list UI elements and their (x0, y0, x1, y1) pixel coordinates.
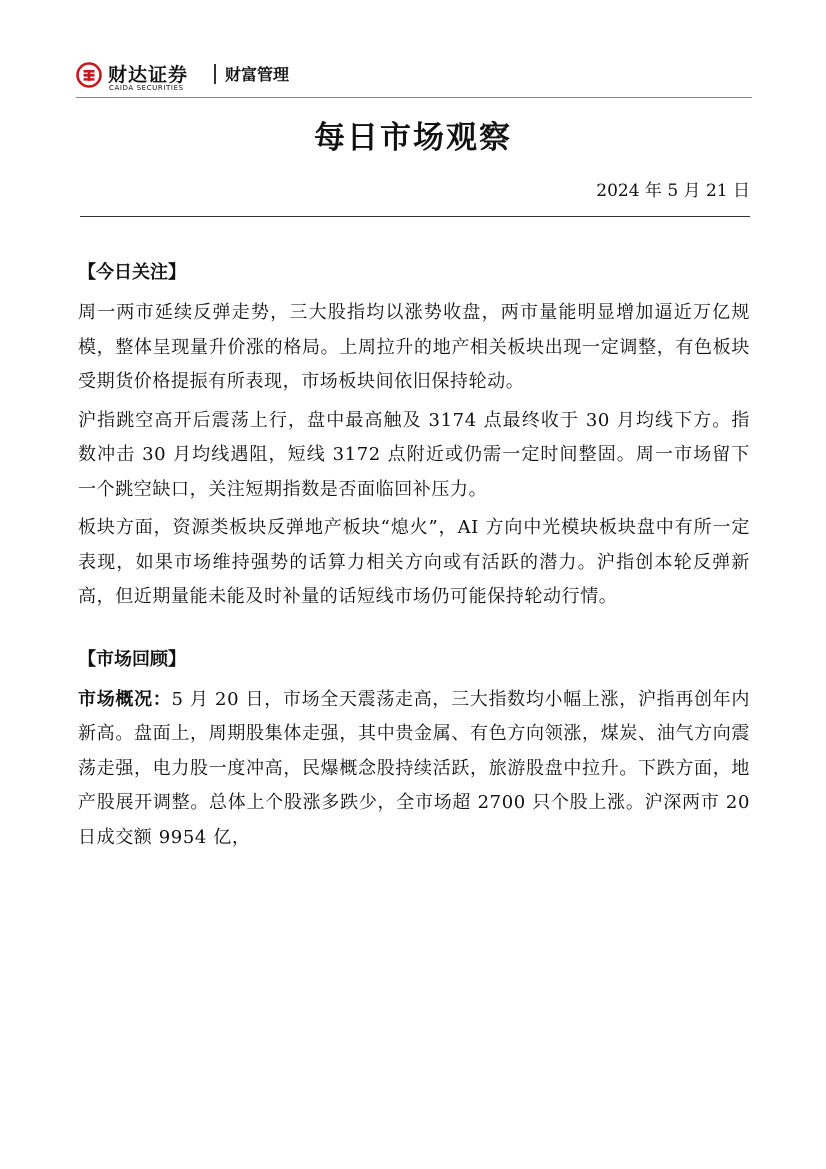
caida-logo-icon (76, 62, 102, 88)
page-header (76, 58, 752, 98)
focus-paragraph: 板块方面，资源类板块反弹地产板块“熄火”，AI 方向中光模块板块盘中有所一定表现，如果市场维持强势的话算力相关方向或有活跃的潜力。沪指创本轮反弹新高，但近期量能未能及时补量的话短线市场仍可能保持轮动行情。 (78, 517, 750, 607)
division-name: 财富管理 (225, 65, 290, 84)
report-date: 2024 年 5 月 21 日 (596, 181, 750, 201)
brand-name-cn: 财达证券 (108, 64, 189, 86)
review-lead-label: 市场概况： (78, 688, 172, 710)
focus-paragraph: 沪指跳空高开后震荡上行，盘中最高触及 3174 点最终收于 30 月均线下方。指数冲击 30 月均线遇阻，短线 3172 点附近或仍需一定时间整固。周一市场留下一个跳空缺口，关注短期指数是否面临回补压力。 (78, 409, 750, 500)
header-rule (76, 97, 752, 98)
page-title: 每日市场观察 (314, 120, 512, 156)
brand-name-en: CAIDA SECURITIES (109, 84, 184, 92)
review-text: 5 月 20 日，市场全天震荡走高，三大指数均小幅上涨，沪指再创年内新高。盘面上，周期股集体走强，其中贵金属、有色方向领涨，煤炭、油气方向震荡走强，电力股一度冲高，民爆概念股持续活跃，旅游股盘中拉升。下跌方面，地产股展开调整。总体上个股涨多跌少，全市场超 2700 只个股上涨。沪深两市 20 日成交额 9954 亿， (78, 688, 751, 848)
focus-paragraph: 周一两市延续反弹走势，三大股指均以涨势收盘，两市量能明显增加逼近万亿规模，整体呈现量升价涨的格局。上周拉升的地产相关板块出现一定调整，有色板块受期货价格提振有所表现，市场板块间依旧保持轮动。 (78, 302, 750, 392)
section-heading-focus: 【今日关注】 (78, 262, 186, 283)
header-separator (214, 64, 216, 84)
date-rule (80, 216, 750, 217)
report-body (78, 258, 750, 859)
review-paragraph (78, 683, 750, 856)
section-heading-review: 【市场回顾】 (78, 648, 186, 670)
